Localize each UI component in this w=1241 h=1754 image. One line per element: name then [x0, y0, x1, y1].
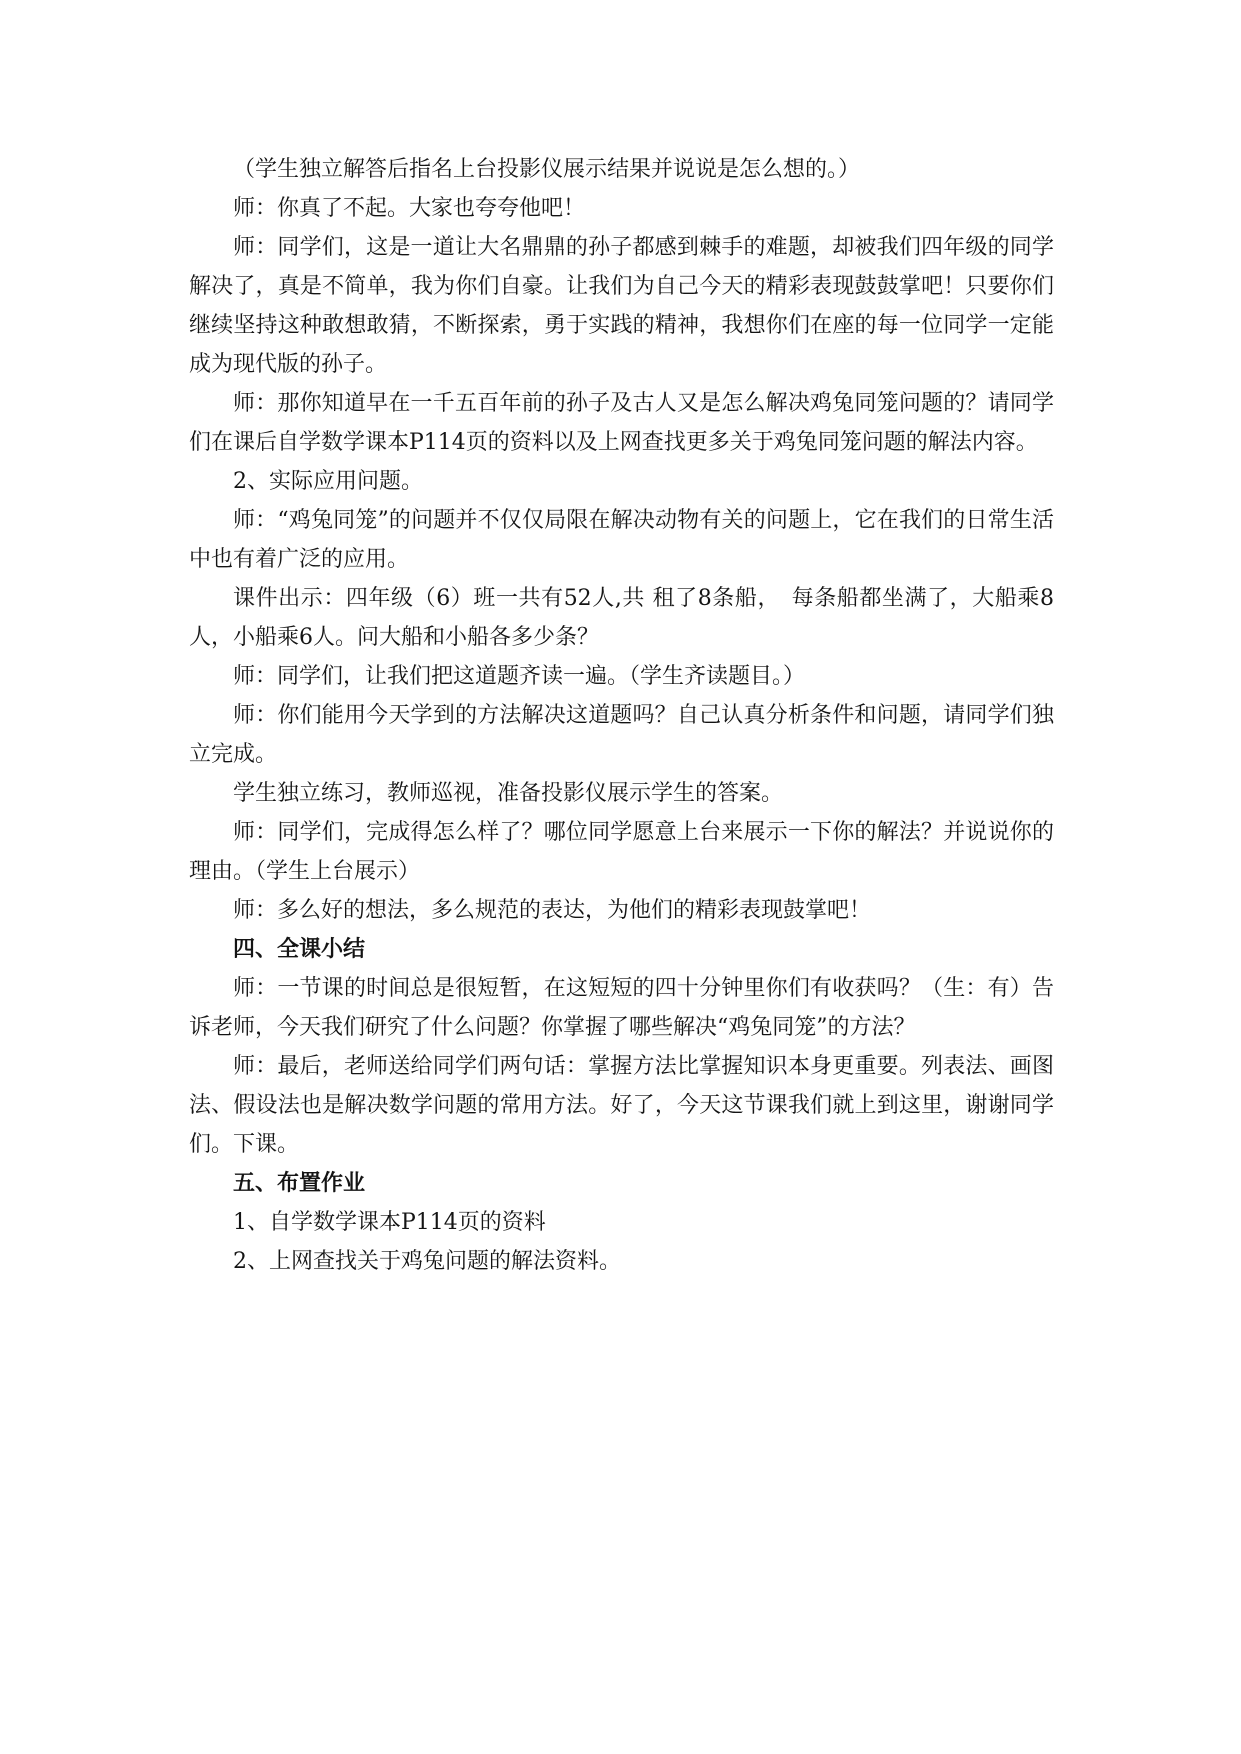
document-page [189, 150, 1054, 1281]
paragraph-student-practice: 学生独立练习，教师巡视，准备投影仪展示学生的答案。 [233, 781, 784, 806]
paragraph-teacher-praise: 师：你真了不起。大家也夸夸他吧！ [233, 196, 586, 221]
paragraph-homework-2: 2、上网查找关于鸡兔问题的解法资料。 [233, 1249, 621, 1274]
paragraph-teacher-summary: 师：一节课的时间总是很短暂，在这短短的四十分钟里你们有收获吗？（生：有）告诉老师，今天我们研究了什么问题？你掌握了哪些解决“鸡兔同笼”的方法？ [189, 976, 1054, 1040]
paragraph-section-practical: 2、实际应用问题。 [233, 469, 423, 494]
paragraph-teacher-show: 师：同学们，完成得怎么样了？哪位同学愿意上台来展示一下你的解法？并说说你的理由。（学生上台展示） [189, 820, 1054, 884]
paragraph-teacher-applaud: 师：多么好的想法，多么规范的表达，为他们的精彩表现鼓掌吧！ [233, 898, 872, 923]
paragraph-teacher-question-history: 师：那你知道早在一千五百年前的孙子及古人又是怎么解决鸡兔同笼问题的？请同学们在课后自学数学课本P114页的资料以及上网查找更多关于鸡兔同笼问题的解法内容。 [189, 391, 1054, 455]
paragraph-teacher-application: 师：“鸡兔同笼”的问题并不仅仅局限在解决动物有关的问题上，它在我们的日常生活中也有着广泛的应用。 [189, 508, 1054, 572]
paragraph-teacher-read-aloud: 师：同学们，让我们把这道题齐读一遍。（学生齐读题目。） [233, 664, 806, 689]
paragraph-student-demo: （学生独立解答后指名上台投影仪展示结果并说说是怎么想的。） [233, 157, 861, 182]
paragraph-teacher-closing: 师：最后，老师送给同学们两句话：掌握方法比掌握知识本身更重要。列表法、画图法、假设法也是解决数学问题的常用方法。好了，今天这节课我们就上到这里，谢谢同学们。下课。 [189, 1054, 1054, 1157]
paragraph-teacher-encourage: 师：同学们，这是一道让大名鼎鼎的孙子都感到棘手的难题，却被我们四年级的同学解决了，真是不简单，我为你们自豪。让我们为自己今天的精彩表现鼓鼓掌吧！只要你们继续坚持这种敢想敢猜，不断探索，勇于实践的精神，我想你们在座的每一位同学一定能成为现代版的孙子。 [189, 235, 1054, 377]
heading-summary: 四、全课小结 [233, 937, 366, 962]
paragraph-teacher-solve: 师：你们能用今天学到的方法解决这道题吗？自己认真分析条件和问题，请同学们独立完成。 [189, 703, 1054, 767]
paragraph-courseware-problem: 课件出示：四年级（6）班一共有52人,共 租了8条船， 每条船都坐满了，大船乘8人，小船乘6人。问大船和小船各多少条？ [189, 586, 1054, 650]
paragraph-homework-1: 1、自学数学课本P114页的资料 [233, 1210, 546, 1235]
heading-homework: 五、布置作业 [233, 1171, 366, 1196]
